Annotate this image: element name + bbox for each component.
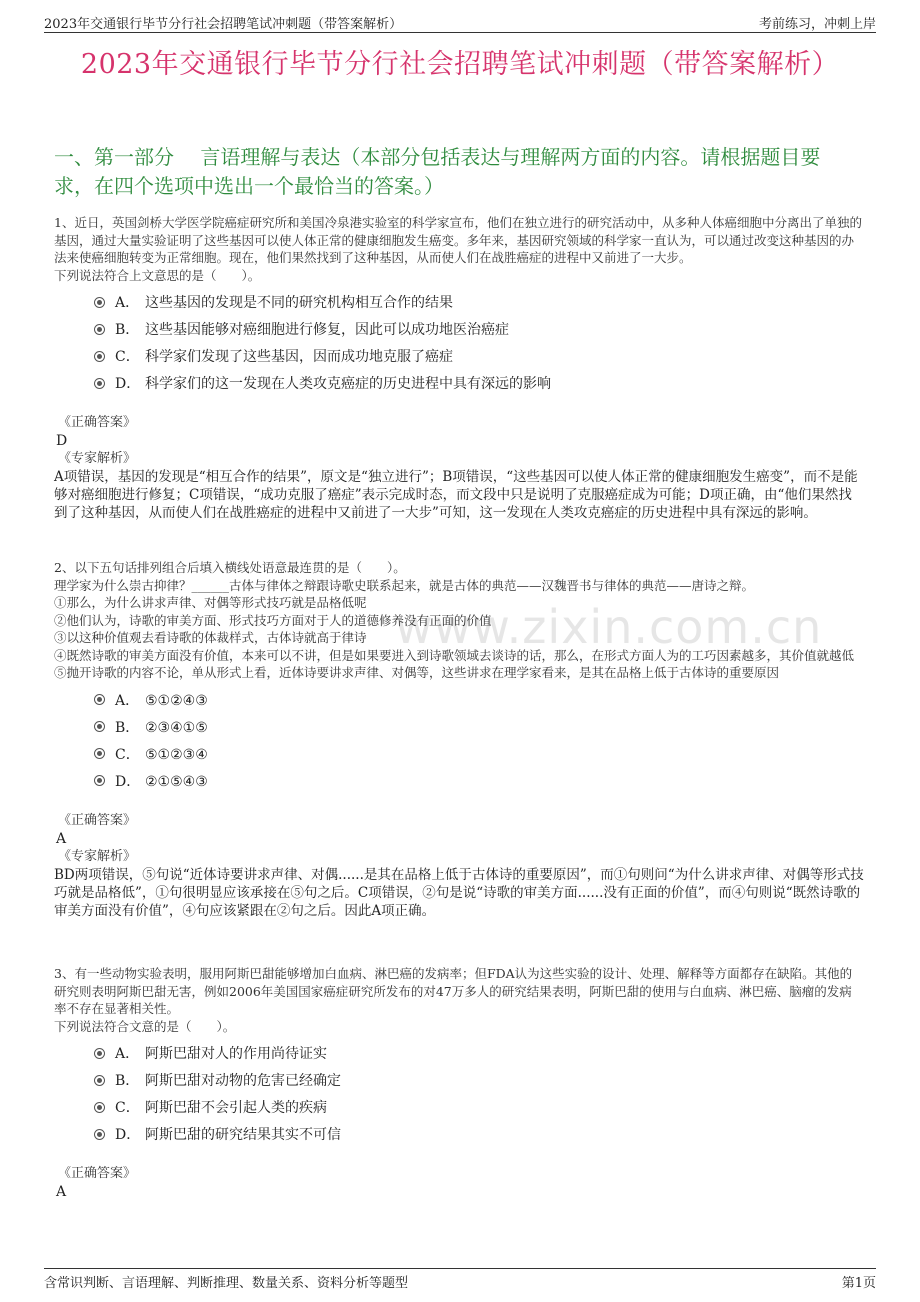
explanation-text: BD两项错误，⑤句说“近体诗要讲求声律、对偶......是其在品格上低于古体诗的重要原因”，而①句则问“为什么讲求声律、对偶等形式技巧就是品格低”，①句很明显应该承接在⑤句之后。C项错误，②句是说“诗歌的审美方面......没有正面的价值”，而④句则说“既然诗歌的审美方面没有价值”，④句应该紧跟在②句之后。因此A项正确。 bbox=[54, 866, 864, 919]
radio-icon[interactable] bbox=[94, 694, 105, 705]
section-heading: 一、第一部分 言语理解与表达（本部分包括表达与理解两方面的内容。请根据题目要求，在四个选项中选出一个最恰当的答案。） bbox=[54, 145, 821, 198]
sentence-1: ①那么，为什么讲求声律、对偶等形式技巧就是品格低呢 bbox=[54, 595, 367, 610]
question-2-passage: 理学家为什么崇古抑律？______古体与律体之辩跟诗歌史联系起来，就是古体的典范——汉魏晋书与律体的典范——唐诗之辩。 bbox=[54, 577, 755, 593]
option-d[interactable] bbox=[94, 769, 864, 796]
watermark: www.zixin.com.cn bbox=[395, 600, 823, 654]
radio-icon[interactable] bbox=[94, 775, 105, 786]
sentence-5: ⑤抛开诗歌的内容不论，单从形式上看，近体诗要讲求声律、对偶等，这些讲求在理学家看来，是其在品格上低于古体诗的重要原因 bbox=[54, 665, 780, 680]
option-text: ②③④①⑤ bbox=[145, 719, 208, 736]
option-b[interactable] bbox=[94, 715, 864, 742]
option-letter: D． bbox=[115, 376, 141, 392]
radio-icon[interactable] bbox=[94, 1129, 105, 1140]
option-text: 阿斯巴甜对人的作用尚待证实 bbox=[145, 1046, 327, 1062]
radio-icon[interactable] bbox=[94, 378, 105, 389]
sentence-3: ③以这种价值观去看诗歌的体裁样式，古体诗就高于律诗 bbox=[54, 630, 367, 645]
question-3-prompt: 下列说法符合文意的是（ ）。 bbox=[54, 1018, 236, 1034]
question-1-prompt: 下列说法符合上文意思的是（ ）。 bbox=[54, 267, 261, 283]
option-text: 阿斯巴甜的研究结果其实不可信 bbox=[145, 1127, 341, 1143]
option-b[interactable] bbox=[94, 1068, 864, 1095]
option-letter: B． bbox=[115, 322, 140, 338]
question-1-stem: 1、近日，英国剑桥大学医学院癌症研究所和美国冷泉港实验室的科学家宣布，他们在独立进行的研究活动中，从多种人体癌细胞中分离出了单独的基因，通过大量实验证明了这些基因可以使人体正常的健康细胞发生癌变。多年来，基因研究领域的科学家一直认为，可以通过改变这种基因的办法来使癌细胞转变为正常细胞。现在，他们果然找到了这种基因，从而使人们在战胜癌症的进程中又前进了一大步。 bbox=[54, 215, 862, 265]
answer-label: 《正确答案》 bbox=[58, 812, 137, 828]
page-header bbox=[44, 10, 876, 33]
radio-icon[interactable] bbox=[94, 1075, 105, 1086]
question-1 bbox=[54, 214, 864, 522]
page-number: 第1页 bbox=[841, 1276, 876, 1291]
option-d[interactable] bbox=[94, 1122, 864, 1149]
radio-icon[interactable] bbox=[94, 1102, 105, 1113]
radio-icon[interactable] bbox=[94, 351, 105, 362]
radio-icon[interactable] bbox=[94, 297, 105, 308]
question-2-stem: 2、以下五句话排列组合后填入横线处语意最连贯的是（ ）。 bbox=[54, 560, 406, 575]
option-letter: C． bbox=[115, 349, 140, 365]
question-1-options bbox=[94, 290, 864, 398]
header-doc-title: 2023年交通银行毕节分行社会招聘笔试冲刺题（带答案解析） bbox=[44, 17, 403, 32]
option-letter: A． bbox=[115, 692, 140, 709]
sentence-4: ④既然诗歌的审美方面没有价值，本来可以不讲，但是如果要进入到诗歌领域去谈诗的话，那么，在形式方面人为的工巧因素越多，其价值就越低 bbox=[54, 647, 855, 663]
option-letter: C． bbox=[115, 746, 140, 763]
question-2 bbox=[54, 559, 864, 920]
option-c[interactable] bbox=[94, 344, 864, 371]
option-c[interactable] bbox=[94, 742, 864, 769]
answer-value: A bbox=[56, 830, 67, 847]
option-a[interactable] bbox=[94, 1041, 864, 1068]
explanation-text: A项错误，基因的发现是“相互合作的结果”，原文是“独立进行”；B项错误，“这些基因可以使人体正常的健康细胞发生癌变”，而不是能够对癌细胞进行修复；C项错误，“成功克服了癌症”表示完成时态，而文段中只是说明了克服癌症成为可能；D项正确，由“他们果然找到了这种基因，从而使人们在战胜癌症的进程中又前进了一大步”可知，这一发现在人类攻克癌症的历史进程中具有深远的影响。 bbox=[54, 469, 858, 521]
answer-value: A bbox=[56, 1184, 67, 1200]
radio-icon[interactable] bbox=[94, 324, 105, 335]
question-3-stem: 3、有一些动物实验表明，服用阿斯巴甜能够增加白血病、淋巴癌的发病率；但FDA认为这些实验的设计、处理、解释等方面都存在缺陷。其他的研究则表明阿斯巴甜无害，例如2006年美国国家癌症研究所发布的对47万多人的研究结果表明，阿斯巴甜的使用与白血病、淋巴癌、脑瘤的发病率不存在显著相关性。 bbox=[54, 966, 853, 1016]
option-letter: B． bbox=[115, 1073, 140, 1089]
option-text: ②①⑤④③ bbox=[145, 773, 208, 790]
option-letter: A． bbox=[115, 295, 140, 311]
option-text: 阿斯巴甜不会引起人类的疾病 bbox=[145, 1100, 327, 1116]
option-text: 阿斯巴甜对动物的危害已经确定 bbox=[145, 1073, 341, 1089]
option-letter: D． bbox=[115, 1127, 141, 1143]
option-c[interactable] bbox=[94, 1095, 864, 1122]
option-d[interactable] bbox=[94, 371, 864, 398]
radio-icon[interactable] bbox=[94, 721, 105, 732]
page-footer bbox=[44, 1268, 876, 1289]
option-text: 这些基因能够对癌细胞进行修复，因此可以成功地医治癌症 bbox=[145, 322, 509, 338]
footer-topics: 含常识判断、言语理解、判断推理、数量关系、资料分析等题型 bbox=[44, 1276, 409, 1291]
option-a[interactable] bbox=[94, 290, 864, 317]
header-slogan: 考前练习，冲刺上岸 bbox=[758, 17, 876, 32]
question-2-options bbox=[94, 688, 864, 796]
answer-label: 《正确答案》 bbox=[58, 1166, 137, 1181]
sentence-2: ②他们认为，诗歌的审美方面、形式技巧方面对于人的道德修养没有正面的价值 bbox=[54, 612, 492, 628]
answer-label: 《正确答案》 bbox=[58, 415, 137, 430]
explanation-label: 《专家解析》 bbox=[58, 848, 137, 864]
option-text: ⑤①②③④ bbox=[145, 746, 208, 763]
document-title: 2023年交通银行毕节分行社会招聘笔试冲刺题（带答案解析） bbox=[80, 49, 840, 80]
answer-value: D bbox=[56, 433, 68, 449]
option-text: 科学家们的这一发现在人类攻克癌症的历史进程中具有深远的影响 bbox=[145, 376, 551, 392]
option-text: 科学家们发现了这些基因，因而成功地克服了癌症 bbox=[145, 349, 453, 365]
option-text: ⑤①②④③ bbox=[145, 692, 208, 709]
option-a[interactable] bbox=[94, 688, 864, 715]
option-letter: B． bbox=[115, 719, 140, 736]
option-letter: C． bbox=[115, 1100, 140, 1116]
option-b[interactable] bbox=[94, 317, 864, 344]
radio-icon[interactable] bbox=[94, 1048, 105, 1059]
option-letter: D． bbox=[115, 773, 141, 790]
explanation-label: 《专家解析》 bbox=[58, 451, 137, 466]
question-3-options bbox=[94, 1041, 864, 1149]
option-letter: A． bbox=[115, 1046, 140, 1062]
radio-icon[interactable] bbox=[94, 748, 105, 759]
question-3 bbox=[54, 965, 864, 1201]
option-text: 这些基因的发现是不同的研究机构相互合作的结果 bbox=[145, 295, 453, 311]
